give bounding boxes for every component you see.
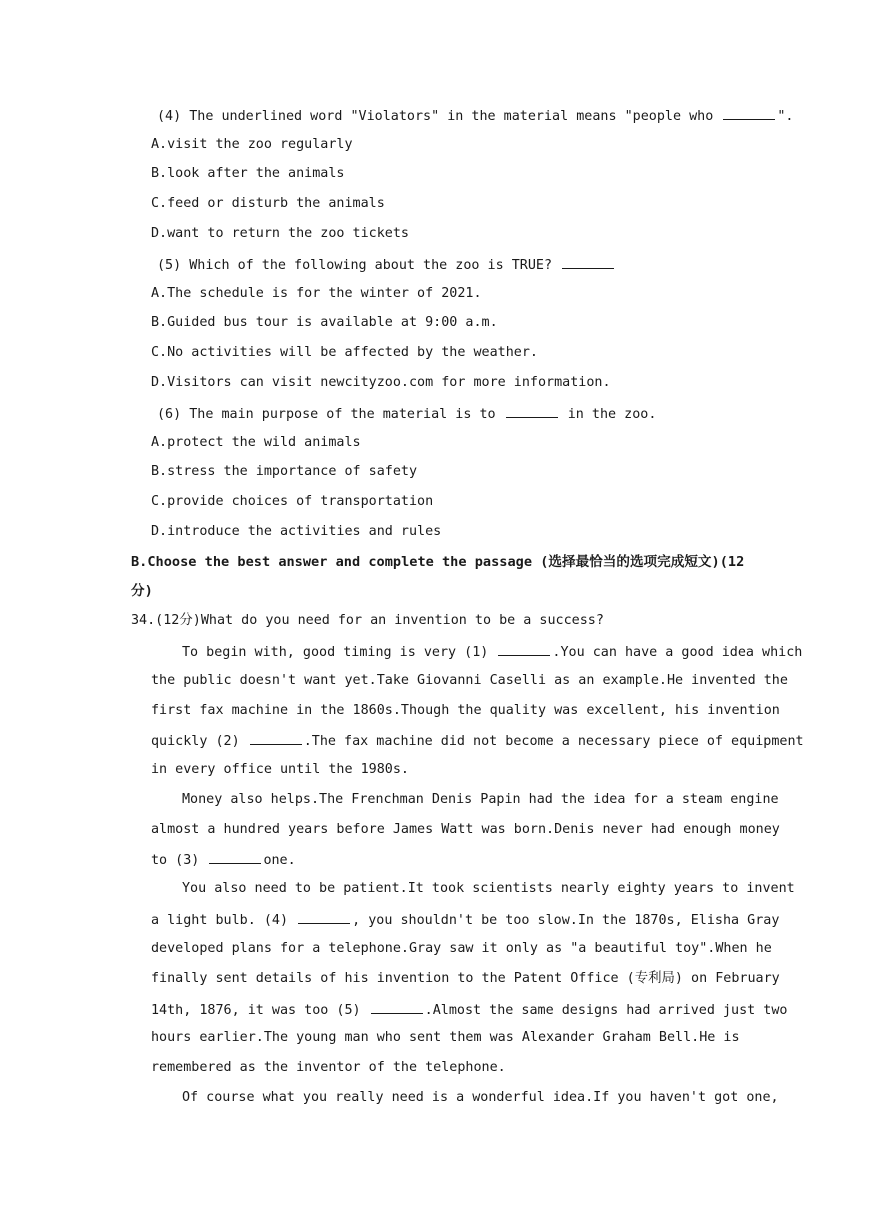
option-b: B.stress the importance of safety (151, 464, 418, 479)
passage-line (151, 850, 737, 870)
answer-blank-4 (298, 910, 350, 924)
option-a: A.The schedule is for the winter of 2021. (151, 286, 482, 301)
passage-line: in every office until the 1980s. (151, 762, 409, 777)
passage-line: first fax machine in the 1860s.Though the quality was excellent, his invention (151, 703, 780, 718)
answer-blank (562, 255, 614, 269)
passage-line: Money also helps.The Frenchman Denis Papin had the idea for a steam engine (182, 792, 779, 807)
passage-line: developed plans for a telephone.Gray saw it only as "a beautiful toy".When he (151, 941, 772, 956)
passage-text: .The fax machine did not become a necessary piece of equipment (303, 734, 804, 749)
question-4-stem (157, 106, 793, 126)
option-a: A.protect the wild animals (151, 435, 361, 450)
passage-text: quickly (2) (151, 734, 248, 749)
passage-line: You also need to be patient.It took scientists nearly eighty years to invent (182, 881, 795, 896)
option-d: D.Visitors can visit newcityzoo.com for more information. (151, 375, 611, 390)
question-6-text-end: in the zoo. (559, 407, 657, 422)
section-b-heading: B.Choose the best answer and complete the passage (选择最恰当的选项完成短文)(12 (131, 554, 745, 570)
answer-blank (723, 106, 775, 120)
passage-line: the public doesn't want yet.Take Giovanni Caselli as an example.He invented the (151, 673, 788, 688)
question-6-stem (157, 404, 656, 424)
passage-text: a light bulb. (4) (151, 913, 297, 928)
answer-blank-3 (209, 850, 261, 864)
passage-line: almost a hundred years before James Watt was born.Denis never had enough money (151, 822, 780, 837)
passage-line (182, 642, 803, 662)
option-c: C.feed or disturb the animals (151, 196, 385, 211)
question-34-heading: 34.(12分)What do you need for an invention to be a success? (131, 613, 604, 628)
passage-line: Of course what you really need is a wonderful idea.If you haven't got one, (182, 1090, 779, 1105)
passage-text: .Almost the same designs had arrived just two (424, 1003, 788, 1018)
option-b: B.Guided bus tour is available at 9:00 a.m. (151, 315, 498, 330)
passage-line (151, 1000, 788, 1020)
passage-text: .You can have a good idea which (552, 645, 803, 660)
option-c: C.provide choices of transportation (151, 494, 434, 509)
passage-line: remembered as the inventor of the telephone. (151, 1060, 506, 1075)
option-d: D.introduce the activities and rules (151, 524, 442, 539)
passage-text: to (3) (151, 853, 208, 868)
option-d: D.want to return the zoo tickets (151, 226, 409, 241)
option-a: A.visit the zoo regularly (151, 137, 353, 152)
question-5-stem (157, 255, 616, 275)
question-6-text: (6) The main purpose of the material is to (157, 407, 504, 422)
passage-text: , you shouldn't be too slow.In the 1870s, Elisha Gray (352, 913, 780, 928)
answer-blank-2 (250, 731, 302, 745)
answer-blank-1 (498, 642, 550, 656)
passage-line: hours earlier.The young man who sent them was Alexander Graham Bell.He is (151, 1030, 740, 1045)
question-4-text: (4) The underlined word "Violators" in the material means "people who (157, 109, 722, 124)
question-5-text: (5) Which of the following about the zoo is TRUE? (157, 258, 561, 273)
passage-text: 14th, 1876, it was too (5) (151, 1003, 369, 1018)
passage-text: To begin with, good timing is very (1) (182, 645, 497, 660)
option-b: B.look after the animals (151, 166, 345, 181)
passage-line: finally sent details of his invention to the Patent Office (专利局) on February (151, 971, 780, 986)
passage-text: one. (263, 853, 296, 868)
option-c: C.No activities will be affected by the weather. (151, 345, 538, 360)
passage-line (151, 910, 780, 930)
question-4-text-end: ". (777, 109, 794, 124)
passage-line (151, 731, 804, 751)
answer-blank (506, 404, 558, 418)
answer-blank-5 (371, 1000, 423, 1014)
section-b-heading-cont: 分) (131, 583, 153, 599)
